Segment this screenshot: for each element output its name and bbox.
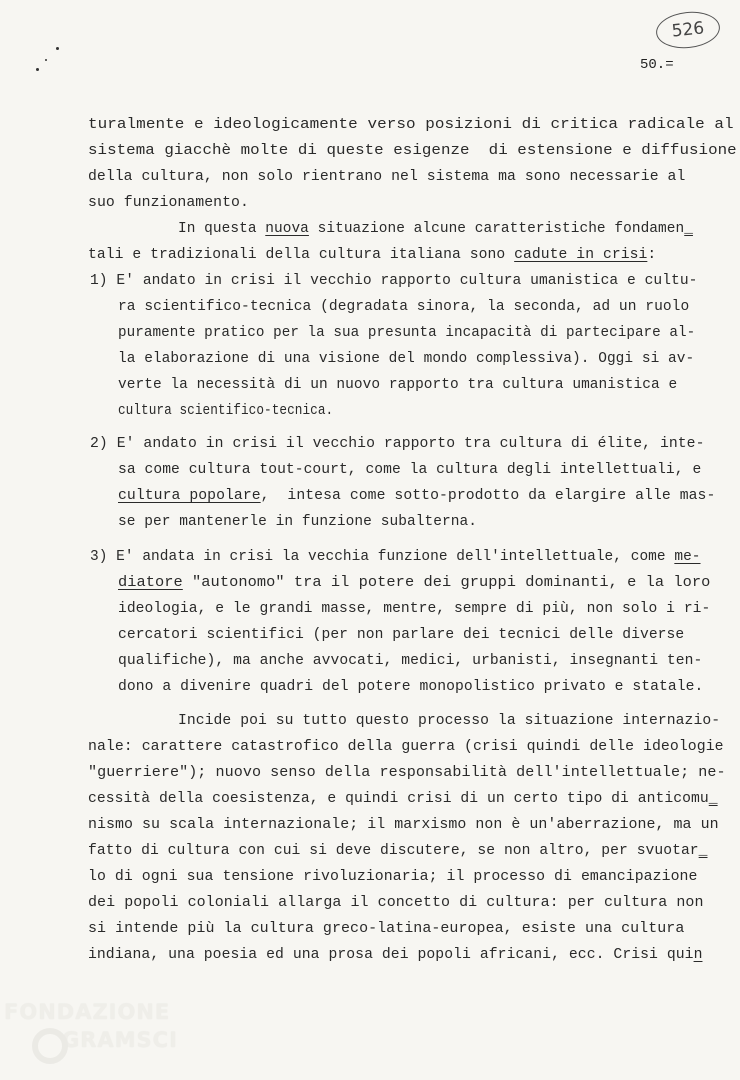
underlined-text: _: [684, 221, 693, 237]
text-line: [118, 654, 702, 669]
text-segment: cercatori scientifici (per non parlare dei tecnici delle diverse: [118, 627, 685, 643]
watermark-line-1: FONDAZIONE: [4, 1000, 171, 1024]
text-segment: ra scientifico-tecnica (degradata sinora, la seconda, ad un ruolo: [118, 299, 690, 315]
text-segment: la elaborazione di una visione del mondo complessiva). Oggi si av-: [118, 351, 695, 367]
fondazione-gramsci-watermark: [4, 1000, 224, 1072]
text-line: [118, 352, 694, 367]
underlined-text: _: [698, 843, 708, 859]
ink-speck: [36, 68, 39, 71]
text-segment: lo di ogni sua tensione rivoluzionaria; il processo di emancipazione: [88, 869, 698, 885]
text-segment: suo funzionamento.: [88, 195, 249, 211]
text-segment: della cultura, non solo rientrano nel sistema ma sono necessarie al: [88, 169, 686, 185]
text-line: [88, 196, 249, 211]
text-segment: indiana, una poesia ed una prosa dei popoli africani, ecc. Crisi qui: [88, 947, 694, 963]
text-segment: nale: carattere catastrofico della guerra (crisi quindi delle ideologie: [88, 739, 724, 755]
text-segment: verte la necessità di un nuovo rapporto tra cultura umanistica e: [118, 377, 678, 393]
text-segment: :: [647, 247, 657, 263]
text-line: [88, 118, 734, 133]
underlined-text: diatore: [118, 575, 183, 591]
text-segment: Incide poi su tutto questo processo la situazione internazio-: [178, 713, 721, 729]
text-line: [178, 714, 720, 729]
text-segment: , intesa come sotto-prodotto da elargire alle mas-: [260, 488, 716, 504]
text-segment: ideologia, e le grandi masse, mentre, sempre di più, non solo i ri-: [118, 601, 711, 617]
underlined-text: nuova: [265, 221, 309, 237]
text-segment: turalmente e ideologicamente verso posizioni di critica radicale al: [88, 117, 734, 133]
page-number: 50.=: [640, 57, 674, 73]
underlined-text: _: [708, 791, 718, 807]
text-segment: 1) E' andato in crisi il vecchio rapporto cultura umanistica e cultu-: [90, 273, 698, 289]
text-segment: qualifiche), ma anche avvocati, medici, urbanisti, insegnanti ten-: [118, 653, 703, 669]
text-segment: In questa: [178, 221, 266, 237]
watermark-logo-icon: [30, 1026, 70, 1066]
archive-stamp-number: 526: [670, 18, 706, 42]
text-line: [88, 792, 718, 807]
text-line: [118, 378, 677, 393]
text-segment: sistema giacchè molte di queste esigenze di estensione e diffusione: [88, 143, 737, 159]
text-line: [88, 870, 697, 885]
text-segment: nismo su scala internazionale; il marxismo non è un'aberrazione, ma un: [88, 817, 719, 833]
text-segment: cultura scientifico-tecnica.: [118, 403, 334, 419]
text-line: [88, 170, 685, 185]
text-segment: 3) E' andata in crisi la vecchia funzione dell'intellettuale, come: [90, 549, 675, 565]
text-segment: sa come cultura tout-court, come la cultura degli intellettuali, e: [118, 462, 702, 478]
ink-speck: [45, 59, 47, 61]
text-line: [90, 437, 704, 452]
text-line: [88, 844, 708, 859]
underlined-text: cadute in crisi: [514, 247, 648, 263]
text-line: [118, 404, 333, 419]
archive-stamp: [654, 9, 721, 51]
text-line: [88, 896, 704, 911]
text-segment: fatto di cultura con cui si deve discutere, se non altro, per svuotar: [88, 843, 699, 859]
text-line: [88, 922, 684, 937]
watermark-line-2: GRAMSCI: [62, 1028, 178, 1052]
text-line: [88, 766, 726, 781]
text-line: [88, 740, 724, 755]
text-line: [118, 463, 701, 478]
text-segment: cessità della coesistenza, e quindi crisi di un certo tipo di anticomu: [88, 791, 709, 807]
text-segment: "guerriere"); nuovo senso della responsabilità dell'intellettuale; ne-: [88, 765, 726, 781]
text-line: [118, 680, 703, 695]
underlined-text: cultura popolare: [118, 488, 261, 504]
text-line: [178, 222, 693, 237]
text-line: [118, 576, 710, 591]
text-line: [118, 300, 689, 315]
text-line: [118, 628, 684, 643]
text-line: [88, 144, 737, 159]
text-segment: dono a divenire quadri del potere monopolistico privato e statale.: [118, 679, 704, 695]
text-segment: 2) E' andato in crisi il vecchio rapporto tra cultura di élite, inte-: [90, 436, 705, 452]
text-segment: puramente pratico per la sua presunta incapacità di partecipare al-: [118, 325, 696, 341]
ink-speck: [56, 47, 59, 50]
text-line: [118, 489, 715, 504]
text-segment: si intende più la cultura greco-latina-europea, esiste una cultura: [88, 921, 685, 937]
underlined-text: n: [693, 947, 703, 963]
text-line: [118, 602, 710, 617]
text-segment: dei popoli coloniali allarga il concetto di cultura: per cultura non: [88, 895, 704, 911]
text-segment: "autonomo" tra il potere dei gruppi dominanti, e la loro: [182, 575, 711, 591]
text-line: [88, 248, 656, 263]
text-line: [88, 948, 702, 963]
text-line: [118, 515, 477, 530]
text-line: [90, 274, 697, 289]
text-segment: situazione alcune caratteristiche fondamen: [308, 221, 685, 237]
text-segment: tali e tradizionali della cultura italiana sono: [88, 247, 515, 263]
text-segment: se per mantenerle in funzione subalterna.: [118, 514, 478, 530]
text-line: [88, 818, 719, 833]
underlined-text: me-: [674, 549, 701, 565]
text-line: [90, 550, 701, 565]
text-line: [118, 326, 695, 341]
